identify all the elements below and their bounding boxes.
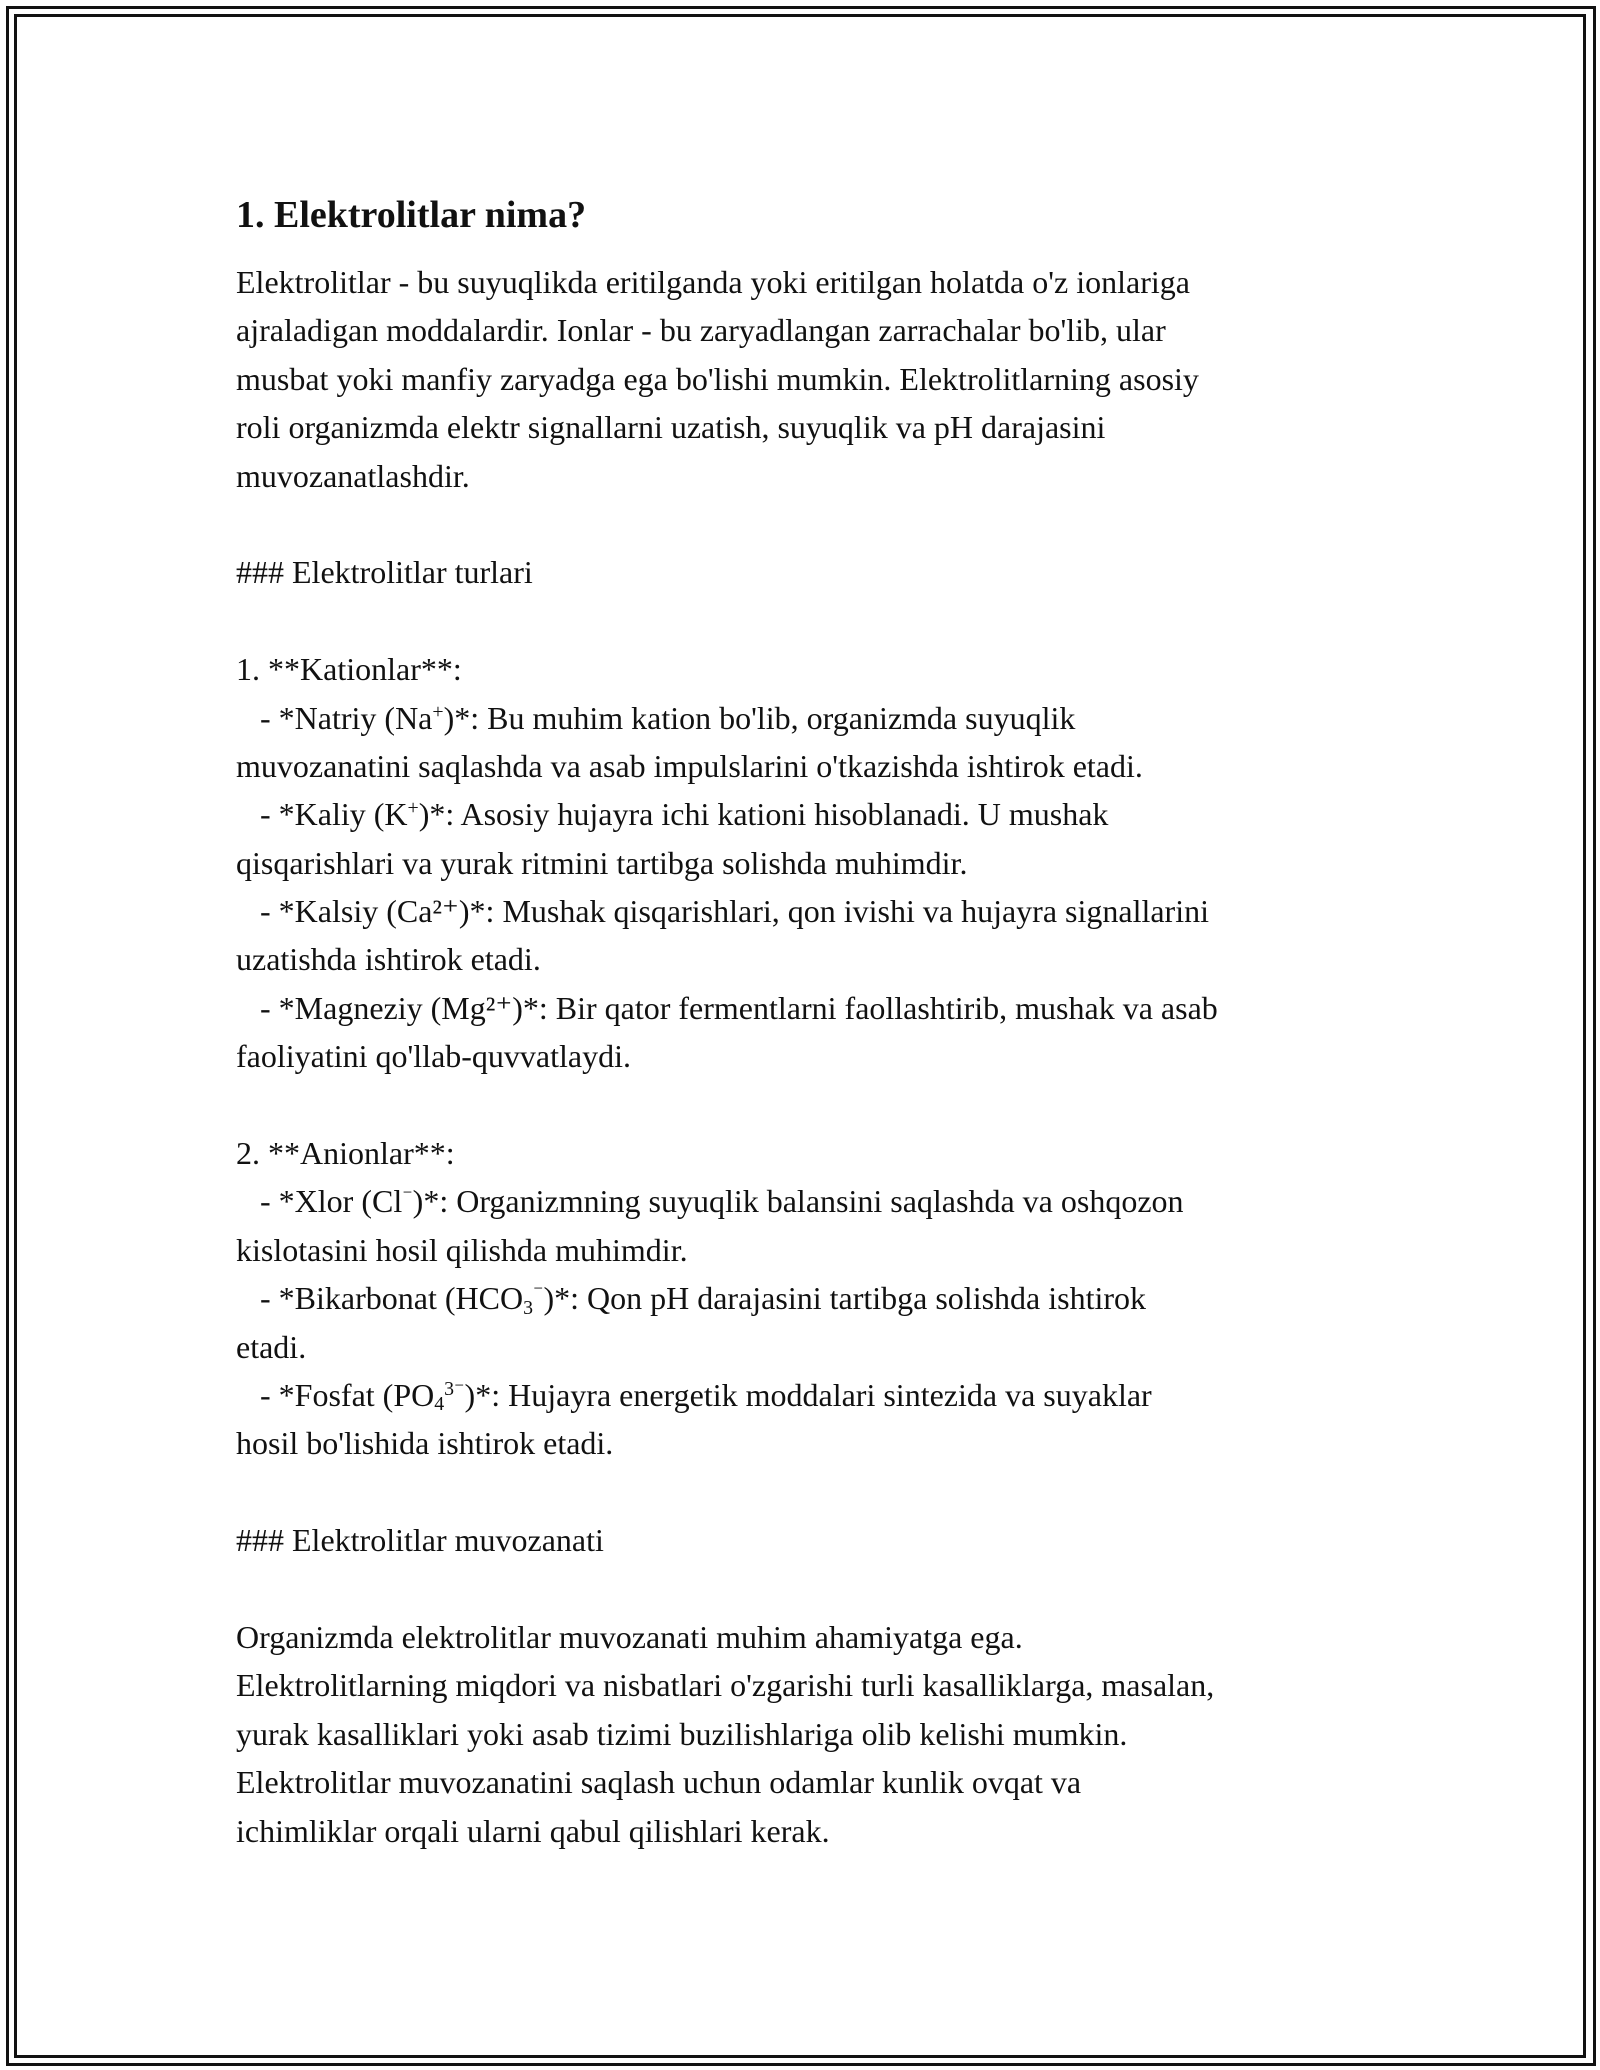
item-text: - *Kaliy (K xyxy=(236,796,408,833)
list-item-continuation: faoliyatini qo'llab-quvvatlaydi. xyxy=(236,1038,631,1075)
item-text: - *Natriy (Na xyxy=(236,699,433,736)
balance-line: ichimliklar orqali ularni qabul qilishlari kerak. xyxy=(236,1812,830,1849)
blank-line xyxy=(236,500,1376,548)
anions-title: 2. **Anionlar**: xyxy=(236,1135,455,1172)
blank-line xyxy=(236,1565,1376,1613)
balance-paragraph xyxy=(236,1613,1376,1855)
list-item-continuation: hosil bo'lishida ishtirok etadi. xyxy=(236,1425,614,1462)
balance-line: Organizmda elektrolitlar muvozanati muhim ahamiyatga ega. xyxy=(236,1618,1023,1655)
charge-superscript: 3⁻ xyxy=(444,1378,465,1401)
intro-line: musbat yoki manfiy zaryadga ega bo'lishi mumkin. Elektrolitlarning asosiy xyxy=(236,360,1199,397)
intro-paragraph xyxy=(236,258,1376,500)
list-item-kalsiy: - *Kalsiy (Ca²⁺)*: Mushak qisqarishlari, qon ivishi va hujayra signallarini xyxy=(236,893,1209,930)
intro-line: Elektrolitlar - bu suyuqlikda eritilganda yoki eritilgan holatda o'z ionlariga xyxy=(236,264,1190,300)
item-text: - *Bikarbonat (HCO xyxy=(236,1280,524,1317)
list-item-continuation: etadi. xyxy=(236,1328,307,1365)
document-body xyxy=(236,188,1376,1855)
balance-line: yurak kasalliklari yoki asab tizimi buzilishlariga olib kelishi mumkin. xyxy=(236,1715,1128,1752)
balance-line: Elektrolitlar muvozanatini saqlash uchun odamlar kunlik ovqat va xyxy=(236,1764,1082,1801)
charge-superscript: ⁻ xyxy=(402,1184,413,1207)
document-heading: 1. Elektrolitlar nima? xyxy=(236,194,587,236)
subscript: 4 xyxy=(434,1393,445,1416)
item-text: - *Xlor (Cl xyxy=(236,1183,403,1220)
list-item-continuation: uzatishda ishtirok etadi. xyxy=(236,941,541,978)
item-text: )*: Asosiy hujayra ichi kationi hisoblanadi. U mushak xyxy=(418,796,1109,833)
subscript: 3 xyxy=(523,1296,533,1319)
list-item-continuation: kislotasini hosil qilishda muhimdir. xyxy=(236,1231,688,1268)
item-text: )*: Hujayra energetik moddalari sintezida va suyaklar xyxy=(464,1376,1152,1413)
list-item-bikarbonat xyxy=(236,1274,1376,1322)
charge-superscript: ⁻ xyxy=(532,1281,544,1304)
item-text: )*: Bu muhim kation bo'lib, organizmda suyuqlik xyxy=(443,699,1076,736)
anions-list xyxy=(236,1129,1376,1468)
section-heading-types: ### Elektrolitlar turlari xyxy=(236,554,533,591)
section-heading-balance: ### Elektrolitlar muvozanati xyxy=(236,1522,604,1559)
list-item-xlor xyxy=(236,1177,1376,1225)
cations-list xyxy=(236,645,1376,1081)
intro-line: ajraladigan moddalardir. Ionlar - bu zaryadlangan zarrachalar bo'lib, ular xyxy=(236,312,1166,349)
intro-line: muvozanatlashdir. xyxy=(236,457,470,494)
item-text: - *Fosfat (PO xyxy=(236,1376,435,1413)
blank-line xyxy=(236,1468,1376,1516)
blank-line xyxy=(236,1081,1376,1129)
blank-line xyxy=(236,597,1376,645)
charge-superscript: + xyxy=(407,797,419,820)
charge-superscript: + xyxy=(432,700,444,723)
item-text: )*: Organizmning suyuqlik balansini saqlashda va oshqozon xyxy=(412,1183,1184,1220)
cations-title: 1. **Kationlar**: xyxy=(236,651,462,688)
item-text: )*: Qon pH darajasini tartibga solishda ishtirok xyxy=(543,1280,1147,1317)
intro-line: roli organizmda elektr signallarni uzatish, suyuqlik va pH darajasini xyxy=(236,409,1106,446)
list-item-continuation: qisqarishlari va yurak ritmini tartibga solishda muhimdir. xyxy=(236,844,968,881)
list-item-fosfat xyxy=(236,1371,1376,1419)
list-item-natriy xyxy=(236,694,1376,742)
list-item-continuation: muvozanatini saqlashda va asab impulslarini o'tkazishda ishtirok etadi. xyxy=(236,747,1143,784)
list-item-kaliy xyxy=(236,790,1376,838)
list-item-magneziy: - *Magneziy (Mg²⁺)*: Bir qator fermentlarni faollashtirib, mushak va asab xyxy=(236,989,1218,1026)
balance-line: Elektrolitlarning miqdori va nisbatlari o'zgarishi turli kasalliklarga, masalan, xyxy=(236,1667,1215,1704)
